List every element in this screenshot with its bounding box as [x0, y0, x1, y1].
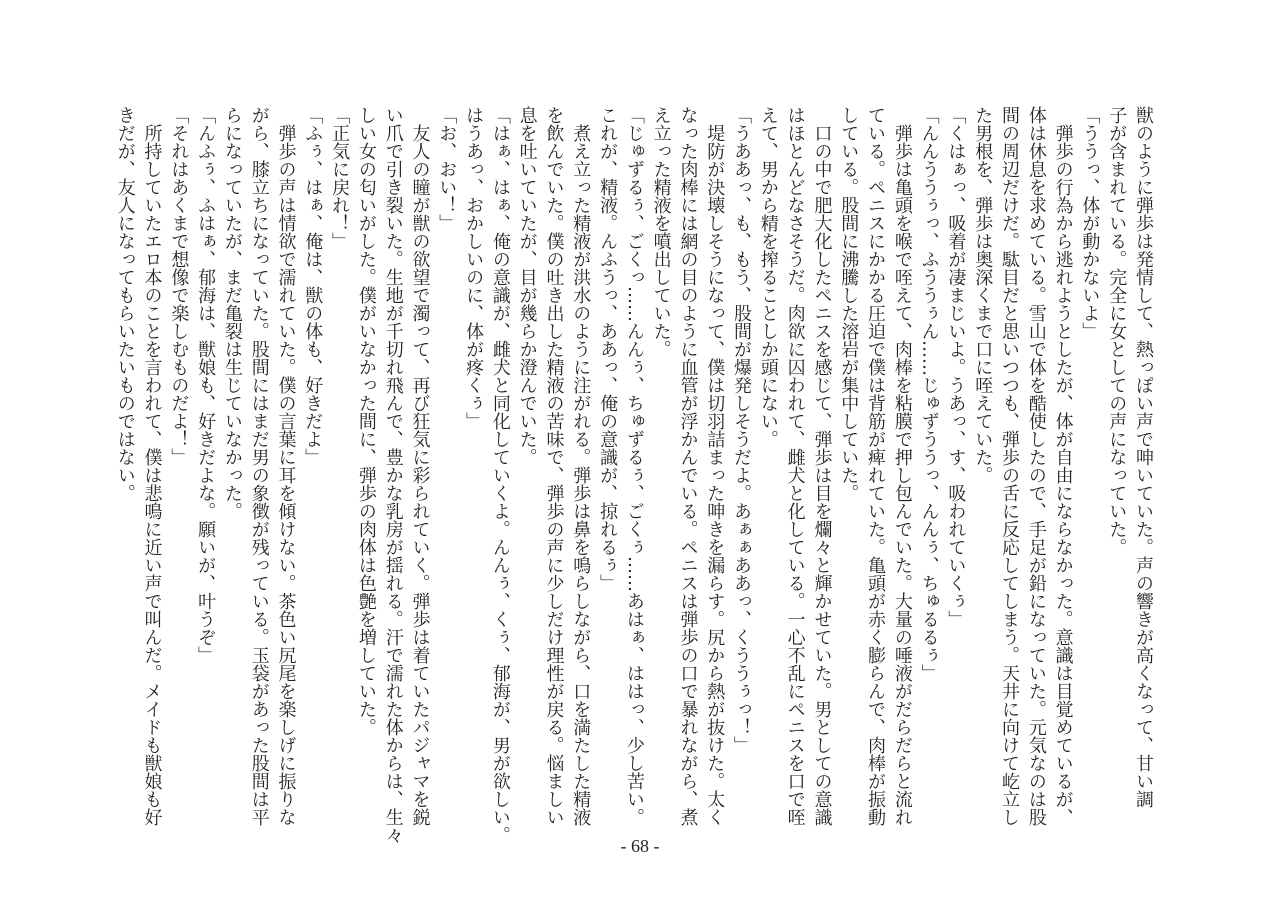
text-line: きだが、友人になってもらいたいものではない。 [114, 106, 136, 502]
text-line: 「ううっ、体が動かないよ」 [1079, 106, 1101, 340]
text-line: 「それはあくまで想像で楽しむものだよ！」 [168, 106, 190, 466]
text-line: 弾歩の行為から逃れようとしたが、体が自由にならなかった。意識は目覚めているが、 [1052, 106, 1074, 826]
text-line: 「正気に戻れ！」 [329, 106, 351, 250]
text-line: はうあっ、おかしいのに、体が疼くぅ」 [463, 106, 485, 430]
text-line: 「んんううぅっ、ふううぅん……じゅずううっ、んんぅ、ちゅるるぅ」 [918, 106, 940, 682]
vertical-text-body [111, 106, 1156, 842]
text-line: 「んふぅ、ふはぁ、郁海は、獣娘も、好きだよな。願いが、叶うぞ」 [195, 106, 217, 664]
text-line: た男根を、弾歩は奥深くまで口に咥えていた。 [972, 106, 994, 484]
text-line: 煮え立った精液が洪水のように注がれる。弾歩は鼻を鳴らしながら、口を満たした精液 [570, 106, 592, 826]
text-line: え立った精液を噴出していた。 [650, 106, 672, 358]
text-line: 「じゅずるぅ、ごくっ……んんぅ、ちゅずるぅ、ごくぅ……あはぁ、ははっ、少し苦い。 [623, 106, 645, 826]
text-line: えて、男から精を搾ることしか頭にない。 [757, 106, 779, 448]
text-line: 友人の瞳が獣の欲望で濁って、再び狂気に彩られていく。弾歩は着ていたパジャマを鋭 [409, 106, 431, 826]
text-line: 口の中で肥大化したペニスを感じて、弾歩は目を爛々と輝かせていた。男としての意識 [811, 106, 833, 826]
text-line: 「はぁ、はぁ、俺の意識が、雌犬と同化していくよ。んんぅ、くぅ、郁海が、男が欲しい。 [489, 106, 511, 844]
text-line: している。股間に沸騰した溶岩が集中していた。 [838, 106, 860, 502]
text-line: い爪で引き裂いた。生地が千切れ飛んで、豊かな乳房が揺れる。汗で濡れた体からは、生々 [382, 106, 404, 844]
text-line: 獣のように弾歩は発情して、熱っぽい声で呻いていた。声の響きが高くなって、甘い調 [1133, 106, 1154, 808]
text-line: 子が含まれている。完全に女としての声になっていた。 [1106, 106, 1128, 556]
text-line: これが、精液。んふうっ、ああっ、俺の意識が、掠れるぅ」 [597, 106, 619, 592]
text-line: 「くはぁっ、吸着が凄まじいよ。うあっ、す、吸われていくぅ」 [945, 106, 967, 628]
text-line: 「お、おい！」 [436, 106, 458, 232]
page-number: - 68 - [620, 836, 660, 856]
text-line: はほとんどなさそうだ。肉欲に囚われて、雌犬と化している。一心不乱にペニスを口で咥 [784, 106, 806, 826]
text-line: 間の周辺だけだ。駄目だと思いつつも、弾歩の舌に反応してしまう。天井に向けて屹立し [999, 106, 1021, 826]
text-line: らになっていたが、まだ亀裂は生じていなかった。 [221, 106, 243, 520]
text-line: 弾歩は亀頭を喉で咥えて、肉棒を粘膜で押し包んでいた。大量の唾液がだらだらと流れ [891, 106, 913, 826]
text-line: 所持していたエロ本のことを言われて、僕は悲鳴に近い声で叫んだ。メイドも獣娘も好 [141, 106, 163, 826]
text-line: がら、膝立ちになっていた。股間にはまだ男の象徴が残っている。玉袋があった股間は平 [248, 106, 270, 826]
text-line: 体は休息を求めている。雪山で体を酷使したので、手足が鉛になっていた。元気なのは股 [1025, 106, 1047, 826]
text-line: 堤防が決壊しそうになって、僕は切羽詰まった呻きを漏らす。尻から熱が抜けた。太く [704, 106, 726, 826]
text-line: 「ふぅ、はぁ、俺は、獣の体も、好きだよ」 [302, 106, 324, 466]
text-line: 「うああっ、も、もう、股間が爆発しそうだよ。あぁぁああっ、くううぅっ！」 [731, 106, 753, 754]
text-line: 弾歩の声は情欲で濡れていた。僕の言葉に耳を傾けない。茶色い尻尾を楽しげに振りな [275, 106, 297, 826]
text-line: なった肉棒には網の目のように血管が浮かんでいる。ペニスは弾歩の口で暴れながら、煮 [677, 106, 699, 826]
text-line: ている。ペニスにかかる圧迫で僕は背筋が痺れていた。亀頭が赤く膨らんで、肉棒が振動 [865, 106, 887, 826]
text-line: 息を吐いていたが、目が幾らか澄んでいた。 [516, 106, 538, 466]
text-line: を飲んでいた。僕の吐き出した精液の苦味で、弾歩の声に少しだけ理性が戻る。悩ましい [543, 106, 565, 826]
text-line: しい女の匂いがした。僕がいなかった間に、弾歩の肉体は色艶を増していた。 [355, 106, 377, 736]
